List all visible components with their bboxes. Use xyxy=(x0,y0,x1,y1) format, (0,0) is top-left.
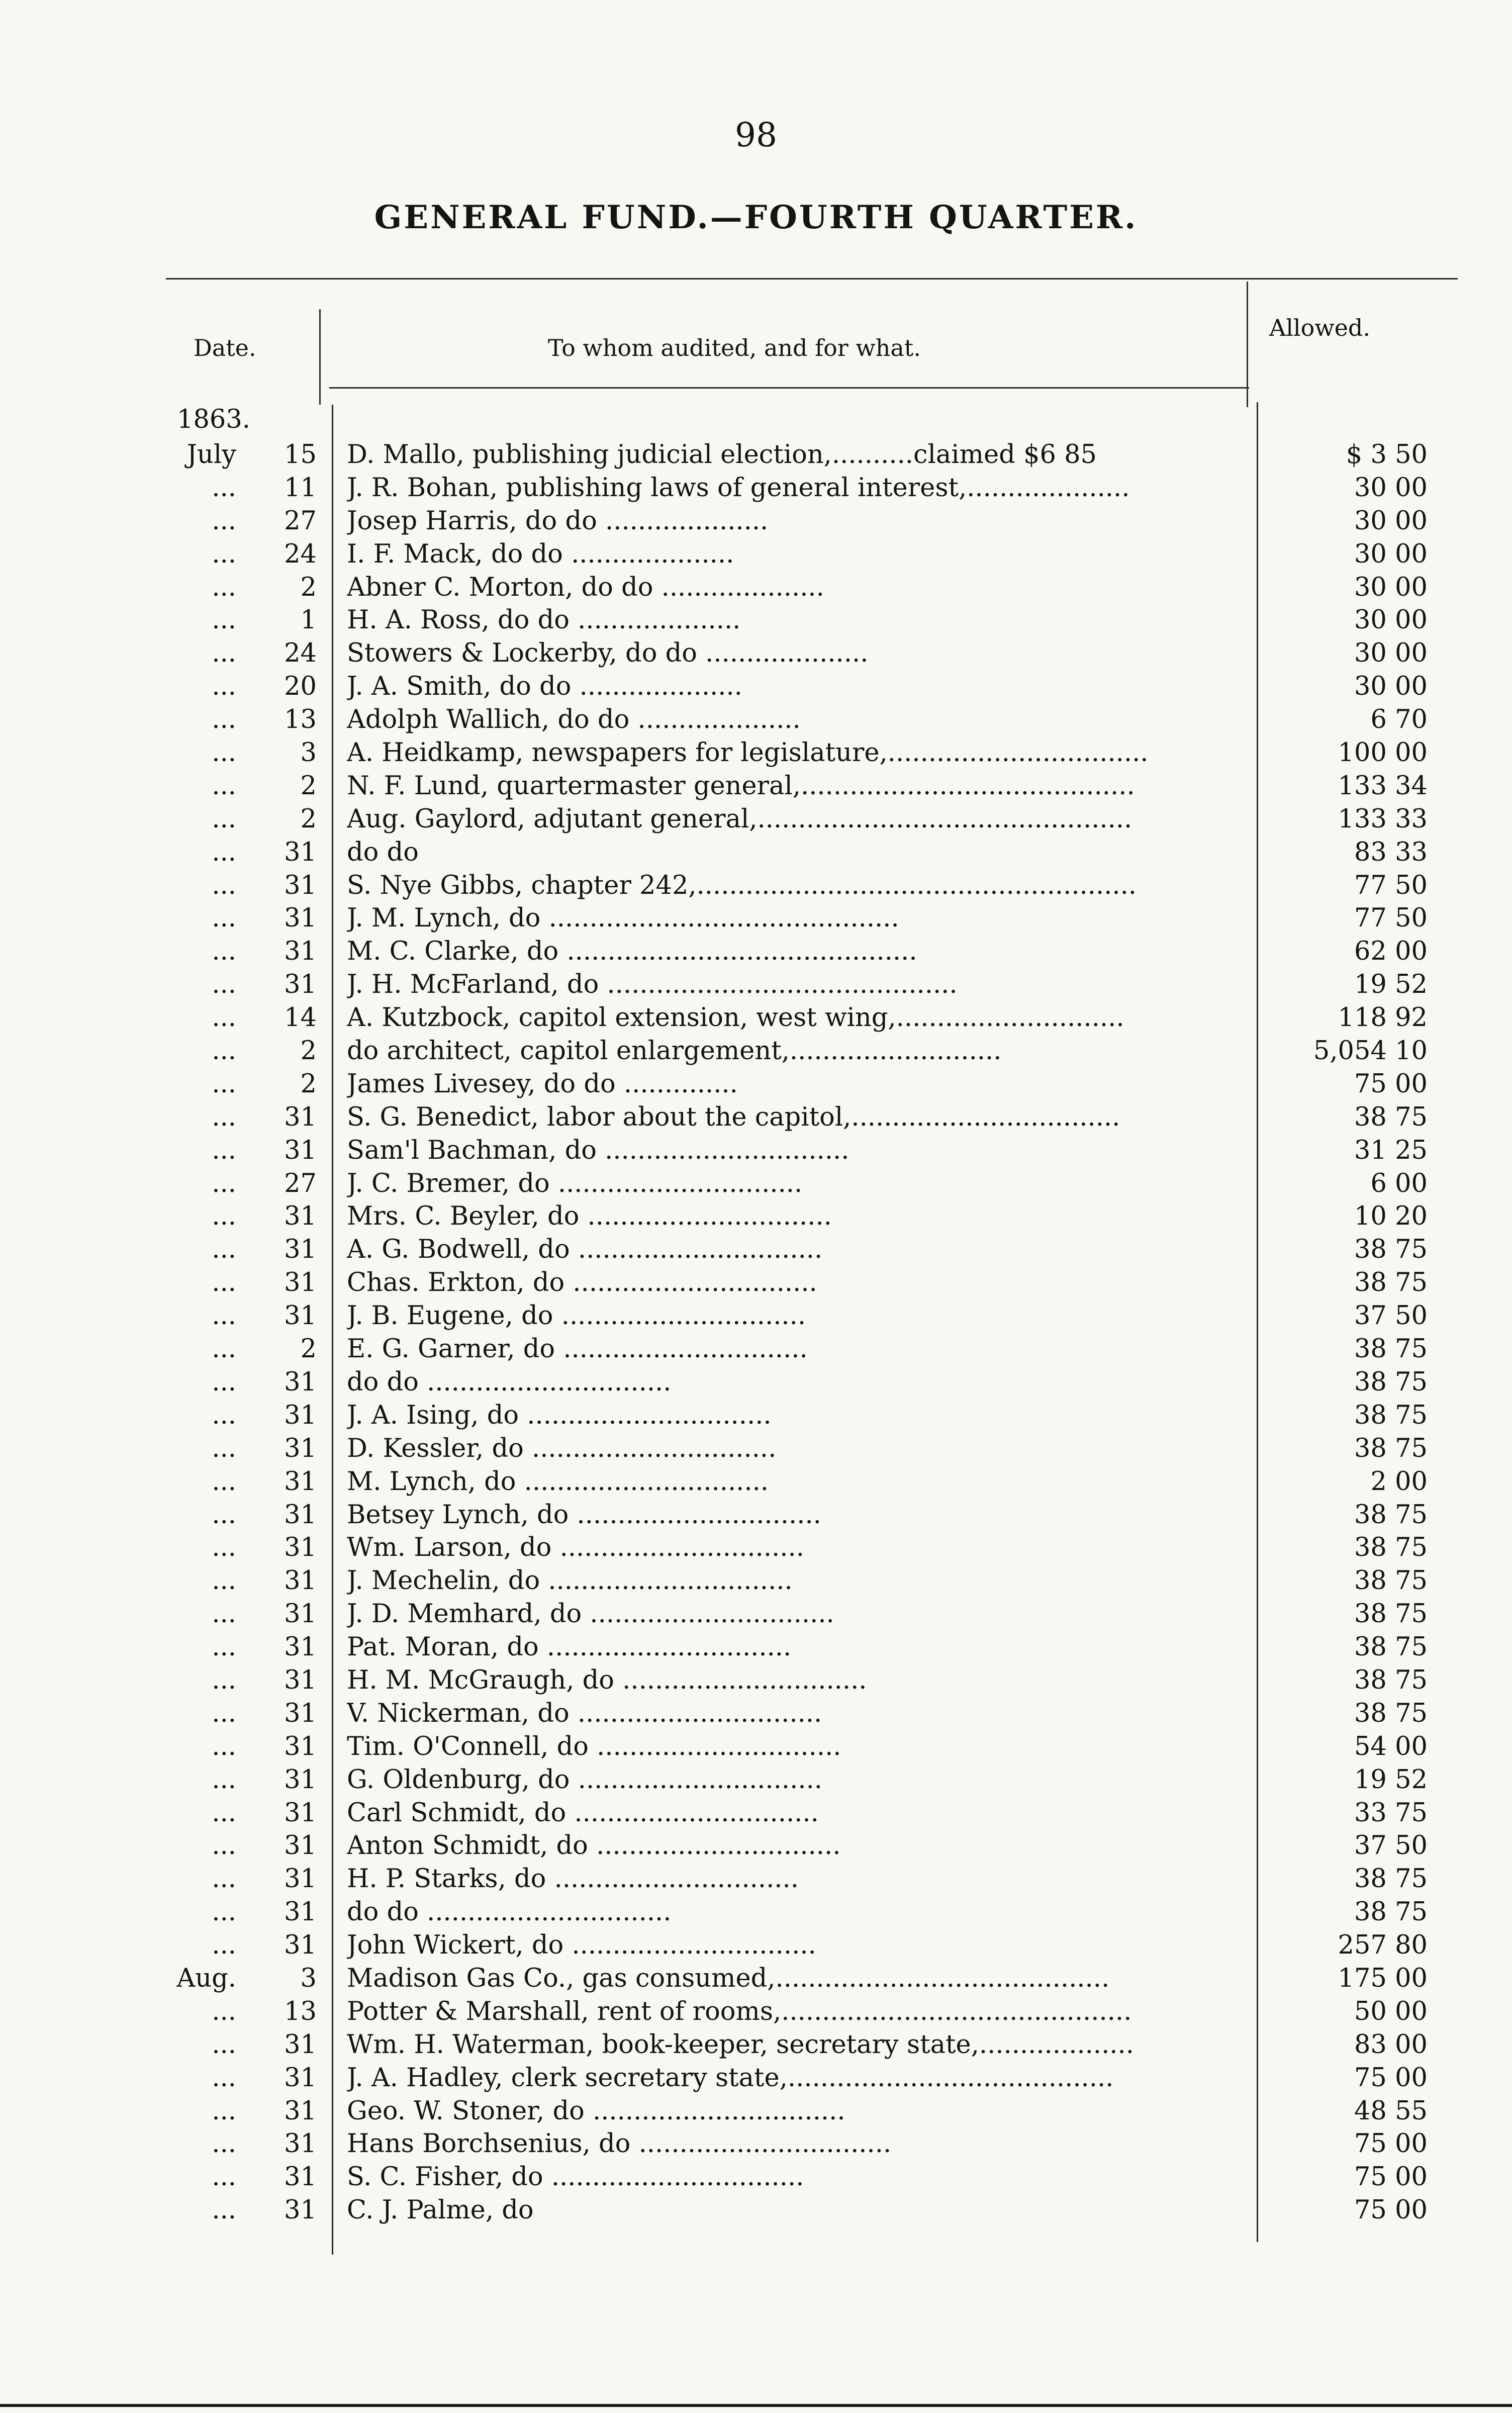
ledger-row xyxy=(0,736,1512,770)
row-amount: 6 00 xyxy=(1370,1168,1428,1198)
row-day: 2 xyxy=(300,804,317,834)
row-day: 31 xyxy=(284,1268,317,1298)
row-month: ... xyxy=(212,1798,236,1828)
row-month: July xyxy=(186,440,236,470)
row-day: 31 xyxy=(284,1135,317,1165)
row-month: ... xyxy=(212,1831,236,1861)
row-amount: 77 50 xyxy=(1354,870,1428,900)
row-month: ... xyxy=(212,1301,236,1331)
ledger-row xyxy=(0,1499,1512,1532)
ledger-row xyxy=(0,1863,1512,1896)
ledger-row xyxy=(0,770,1512,803)
row-amount: 75 00 xyxy=(1354,2063,1428,2093)
row-amount: 10 20 xyxy=(1354,1201,1428,1232)
row-month: ... xyxy=(212,738,236,768)
ledger-row xyxy=(0,2161,1512,2194)
row-day: 31 xyxy=(284,2063,317,2093)
row-amount: 75 00 xyxy=(1354,2129,1428,2159)
row-amount: $ 3 50 xyxy=(1346,440,1428,470)
row-description: Stowers & Lockerby, do do .................... xyxy=(347,638,869,669)
ledger-row xyxy=(0,438,1512,472)
bottom-rule xyxy=(0,2404,1512,2407)
row-day: 31 xyxy=(284,2096,317,2126)
row-month: ... xyxy=(212,1864,236,1894)
ledger-row xyxy=(0,1730,1512,1764)
row-day: 2 xyxy=(300,1036,317,1066)
row-amount: 75 00 xyxy=(1354,2195,1428,2225)
ledger-row xyxy=(0,2127,1512,2161)
row-description: Potter & Marshall, rent of rooms,........................................... xyxy=(347,1996,1132,2026)
row-month: ... xyxy=(212,1533,236,1563)
row-description: do do .............................. xyxy=(347,1367,672,1397)
row-amount: 19 52 xyxy=(1354,1765,1428,1795)
ledger-row xyxy=(0,935,1512,968)
row-day: 31 xyxy=(284,1400,317,1430)
row-description: Chas. Erkton, do .............................. xyxy=(347,1268,817,1298)
row-description: Tim. O'Connell, do .............................. xyxy=(347,1731,841,1761)
ledger-row xyxy=(0,2194,1512,2227)
row-day: 31 xyxy=(284,1301,317,1331)
row-description: do do xyxy=(347,837,419,867)
row-day: 31 xyxy=(284,837,317,867)
row-day: 31 xyxy=(284,1433,317,1463)
row-day: 31 xyxy=(284,1201,317,1232)
row-month: ... xyxy=(212,903,236,934)
ledger-row xyxy=(0,637,1512,670)
row-month: ... xyxy=(212,1698,236,1728)
row-month: ... xyxy=(212,970,236,1000)
row-description: E. G. Garner, do .............................. xyxy=(347,1334,808,1364)
row-amount: 30 00 xyxy=(1354,672,1428,702)
row-amount: 38 75 xyxy=(1354,1268,1428,1298)
row-month: Aug. xyxy=(176,1963,236,1993)
row-description: J. A. Hadley, clerk secretary state,........................................ xyxy=(347,2063,1114,2093)
row-month: ... xyxy=(212,937,236,967)
row-amount: 83 33 xyxy=(1354,837,1428,867)
row-day: 27 xyxy=(284,506,317,536)
row-amount: 257 80 xyxy=(1338,1930,1428,1961)
ledger-row xyxy=(0,1465,1512,1499)
ledger-row xyxy=(0,803,1512,836)
row-month: ... xyxy=(212,1433,236,1463)
ledger-row xyxy=(0,1300,1512,1333)
row-description: J. R. Bohan, publishing laws of general interest,.................... xyxy=(347,473,1130,503)
row-description: J. D. Memhard, do .............................. xyxy=(347,1599,834,1629)
row-amount: 38 75 xyxy=(1354,1533,1428,1563)
row-amount: 175 00 xyxy=(1338,1963,1428,1993)
row-day: 31 xyxy=(284,1102,317,1132)
row-day: 2 xyxy=(300,1069,317,1099)
row-month: ... xyxy=(212,2195,236,2225)
row-description: J. A. Ising, do .............................. xyxy=(347,1400,772,1430)
row-day: 1 xyxy=(300,605,317,635)
row-day: 31 xyxy=(284,1466,317,1497)
row-day: 24 xyxy=(284,539,317,569)
row-description: Anton Schmidt, do .............................. xyxy=(347,1831,841,1861)
row-description: do architect, capitol enlargement,.......................... xyxy=(347,1036,1002,1066)
row-amount: 38 75 xyxy=(1354,1334,1428,1364)
row-month: ... xyxy=(212,1135,236,1165)
row-description: Betsey Lynch, do .............................. xyxy=(347,1500,821,1530)
ledger-rows xyxy=(0,438,1512,2227)
row-month: ... xyxy=(212,1400,236,1430)
ledger-row xyxy=(0,1333,1512,1366)
row-day: 31 xyxy=(284,1632,317,1662)
row-day: 15 xyxy=(284,440,317,470)
row-day: 31 xyxy=(284,1930,317,1961)
ledger-row xyxy=(0,1101,1512,1134)
row-amount: 54 00 xyxy=(1354,1731,1428,1761)
ledger-row xyxy=(0,1564,1512,1598)
row-month: ... xyxy=(212,1996,236,2026)
row-day: 31 xyxy=(284,970,317,1000)
date-column-divider xyxy=(319,309,321,405)
row-month: ... xyxy=(212,2162,236,2192)
row-month: ... xyxy=(212,1500,236,1530)
row-description: J. Mechelin, do .............................. xyxy=(347,1566,793,1596)
row-amount: 38 75 xyxy=(1354,1599,1428,1629)
allowed-column-divider-top xyxy=(1247,282,1248,407)
row-day: 31 xyxy=(284,903,317,934)
ledger-row xyxy=(0,670,1512,703)
ledger-row xyxy=(0,1598,1512,1631)
row-description: A. Heidkamp, newspapers for legislature,................................ xyxy=(347,738,1149,768)
ledger-row xyxy=(0,505,1512,538)
row-month: ... xyxy=(212,1632,236,1662)
row-amount: 48 55 xyxy=(1354,2096,1428,2126)
row-amount: 83 00 xyxy=(1354,2029,1428,2060)
row-month: ... xyxy=(212,1036,236,1066)
row-day: 31 xyxy=(284,2162,317,2192)
row-day: 2 xyxy=(300,771,317,801)
ledger-row xyxy=(0,2062,1512,2095)
row-month: ... xyxy=(212,572,236,602)
row-amount: 37 50 xyxy=(1354,1301,1428,1331)
ledger-row xyxy=(0,2028,1512,2062)
row-amount: 31 25 xyxy=(1354,1135,1428,1165)
row-amount: 30 00 xyxy=(1354,605,1428,635)
row-day: 31 xyxy=(284,1533,317,1563)
row-amount: 38 75 xyxy=(1354,1400,1428,1430)
row-description: S. G. Benedict, labor about the capitol,................................. xyxy=(347,1102,1120,1132)
ledger-row xyxy=(0,836,1512,869)
row-amount: 30 00 xyxy=(1354,506,1428,536)
ledger-row xyxy=(0,604,1512,637)
row-day: 31 xyxy=(284,1831,317,1861)
row-month: ... xyxy=(212,1102,236,1132)
row-description: J. C. Bremer, do .............................. xyxy=(347,1168,803,1198)
row-description: G. Oldenburg, do .............................. xyxy=(347,1765,822,1795)
page-number: 98 xyxy=(735,116,777,154)
ledger-row xyxy=(0,1068,1512,1101)
row-month: ... xyxy=(212,2129,236,2159)
ledger-row xyxy=(0,1035,1512,1068)
row-day: 31 xyxy=(284,2129,317,2159)
row-description: H. A. Ross, do do .................... xyxy=(347,605,741,635)
row-day: 31 xyxy=(284,1665,317,1695)
row-description: Abner C. Morton, do do .................... xyxy=(347,572,824,602)
row-description: M. Lynch, do .............................. xyxy=(347,1466,769,1497)
row-amount: 118 92 xyxy=(1338,1003,1428,1033)
row-day: 13 xyxy=(284,705,317,735)
ledger-row xyxy=(0,1432,1512,1465)
row-amount: 5,054 10 xyxy=(1313,1036,1428,1066)
row-month: ... xyxy=(212,473,236,503)
row-description: Adolph Wallich, do do .................... xyxy=(347,705,801,735)
row-day: 13 xyxy=(284,1996,317,2026)
row-month: ... xyxy=(212,1765,236,1795)
ledger-row xyxy=(0,703,1512,736)
row-amount: 75 00 xyxy=(1354,1069,1428,1099)
ledger-row xyxy=(0,1134,1512,1167)
row-amount: 33 75 xyxy=(1354,1798,1428,1828)
row-description: Aug. Gaylord, adjutant general,.............................................. xyxy=(347,804,1132,834)
row-amount: 133 34 xyxy=(1338,771,1428,801)
ledger-row xyxy=(0,1962,1512,1995)
row-description: Hans Borchsenius, do ............................... xyxy=(347,2129,892,2159)
row-amount: 77 50 xyxy=(1354,903,1428,934)
row-month: ... xyxy=(212,837,236,867)
row-amount: 30 00 xyxy=(1354,638,1428,669)
row-day: 31 xyxy=(284,1765,317,1795)
top-rule xyxy=(166,278,1458,280)
ledger-row xyxy=(0,869,1512,902)
row-amount: 6 70 xyxy=(1370,705,1428,735)
row-month: ... xyxy=(212,1897,236,1927)
row-day: 3 xyxy=(300,738,317,768)
ledger-row xyxy=(0,1167,1512,1200)
ledger-row xyxy=(0,1797,1512,1830)
row-month: ... xyxy=(212,2029,236,2060)
row-day: 31 xyxy=(284,1864,317,1894)
ledger-row xyxy=(0,1664,1512,1697)
row-amount: 62 00 xyxy=(1354,937,1428,967)
row-amount: 38 75 xyxy=(1354,1698,1428,1728)
row-description: Wm. H. Waterman, book-keeper, secretary state,................... xyxy=(347,2029,1134,2060)
row-description: A. G. Bodwell, do .............................. xyxy=(347,1235,823,1265)
row-month: ... xyxy=(212,1731,236,1761)
row-description: I. F. Mack, do do .................... xyxy=(347,539,734,569)
ledger-row xyxy=(0,1631,1512,1664)
row-description: M. C. Clarke, do ........................................... xyxy=(347,937,917,967)
row-day: 2 xyxy=(300,1334,317,1364)
row-month: ... xyxy=(212,539,236,569)
row-description: J. H. McFarland, do ........................................... xyxy=(347,970,958,1000)
row-month: ... xyxy=(212,506,236,536)
ledger-row xyxy=(0,1233,1512,1266)
row-month: ... xyxy=(212,771,236,801)
row-amount: 38 75 xyxy=(1354,1864,1428,1894)
row-description: V. Nickerman, do .............................. xyxy=(347,1698,822,1728)
row-day: 31 xyxy=(284,1235,317,1265)
row-description: S. Nye Gibbs, chapter 242,...................................................... xyxy=(347,870,1137,900)
row-amount: 38 75 xyxy=(1354,1102,1428,1132)
row-description: D. Kessler, do .............................. xyxy=(347,1433,777,1463)
ledger-row xyxy=(0,472,1512,505)
ledger-row xyxy=(0,1829,1512,1863)
row-amount: 100 00 xyxy=(1338,738,1428,768)
year-label: 1863. xyxy=(177,405,251,434)
row-day: 3 xyxy=(300,1963,317,1993)
row-amount: 38 75 xyxy=(1354,1566,1428,1596)
row-amount: 38 75 xyxy=(1354,1235,1428,1265)
row-day: 31 xyxy=(284,2029,317,2060)
row-day: 14 xyxy=(284,1003,317,1033)
row-amount: 75 00 xyxy=(1354,2162,1428,2192)
row-description: Carl Schmidt, do .............................. xyxy=(347,1798,819,1828)
ledger-row xyxy=(0,538,1512,571)
ledger-row xyxy=(0,1929,1512,1962)
row-description: N. F. Lund, quartermaster general,......................................... xyxy=(347,771,1135,801)
row-month: ... xyxy=(212,1168,236,1198)
row-amount: 38 75 xyxy=(1354,1665,1428,1695)
header-rule xyxy=(329,387,1249,389)
row-amount: 19 52 xyxy=(1354,970,1428,1000)
row-day: 24 xyxy=(284,638,317,669)
row-day: 31 xyxy=(284,1897,317,1927)
row-description: J. B. Eugene, do .............................. xyxy=(347,1301,806,1331)
row-description: Sam'l Bachman, do .............................. xyxy=(347,1135,849,1165)
ledger-row xyxy=(0,1764,1512,1797)
row-description: H. M. McGraugh, do .............................. xyxy=(347,1665,867,1695)
row-amount: 30 00 xyxy=(1354,539,1428,569)
row-description: John Wickert, do .............................. xyxy=(347,1930,816,1961)
row-description: Madison Gas Co., gas consumed,......................................... xyxy=(347,1963,1110,1993)
header-date: Date. xyxy=(194,334,256,361)
ledger-row xyxy=(0,902,1512,935)
row-description: Mrs. C. Beyler, do .............................. xyxy=(347,1201,832,1232)
row-month: ... xyxy=(212,1003,236,1033)
row-month: ... xyxy=(212,705,236,735)
ledger-row xyxy=(0,571,1512,604)
row-amount: 38 75 xyxy=(1354,1367,1428,1397)
row-day: 31 xyxy=(284,1599,317,1629)
row-day: 31 xyxy=(284,1367,317,1397)
row-month: ... xyxy=(212,1334,236,1364)
row-description: Wm. Larson, do .............................. xyxy=(347,1533,804,1563)
row-description: James Livesey, do do .............. xyxy=(347,1069,738,1099)
row-day: 31 xyxy=(284,1731,317,1761)
row-day: 2 xyxy=(300,572,317,602)
row-amount: 30 00 xyxy=(1354,572,1428,602)
row-day: 31 xyxy=(284,870,317,900)
ledger-row xyxy=(0,968,1512,1001)
row-month: ... xyxy=(212,1665,236,1695)
row-month: ... xyxy=(212,1235,236,1265)
row-month: ... xyxy=(212,672,236,702)
row-month: ... xyxy=(212,1599,236,1629)
row-amount: 30 00 xyxy=(1354,473,1428,503)
row-month: ... xyxy=(212,1367,236,1397)
row-day: 11 xyxy=(284,473,317,503)
row-amount: 38 75 xyxy=(1354,1500,1428,1530)
row-month: ... xyxy=(212,605,236,635)
row-day: 31 xyxy=(284,1698,317,1728)
row-description: J. M. Lynch, do ........................................... xyxy=(347,903,899,934)
row-description: do do .............................. xyxy=(347,1897,672,1927)
row-amount: 38 75 xyxy=(1354,1632,1428,1662)
row-description: D. Mallo, publishing judicial election,..........claimed $6 85 xyxy=(347,440,1097,470)
ledger-row xyxy=(0,1697,1512,1730)
row-amount: 37 50 xyxy=(1354,1831,1428,1861)
row-month: ... xyxy=(212,2096,236,2126)
row-description: A. Kutzbock, capitol extension, west wing,............................ xyxy=(347,1003,1124,1033)
row-amount: 38 75 xyxy=(1354,1897,1428,1927)
row-month: ... xyxy=(212,1201,236,1232)
row-month: ... xyxy=(212,1930,236,1961)
row-day: 27 xyxy=(284,1168,317,1198)
row-amount: 38 75 xyxy=(1354,1433,1428,1463)
page-title: GENERAL FUND.—FOURTH QUARTER. xyxy=(374,199,1138,236)
ledger-row xyxy=(0,1896,1512,1929)
row-day: 31 xyxy=(284,1566,317,1596)
row-month: ... xyxy=(212,2063,236,2093)
ledger-row xyxy=(0,2095,1512,2128)
row-description: H. P. Starks, do .............................. xyxy=(347,1864,799,1894)
row-month: ... xyxy=(212,870,236,900)
row-description: Pat. Moran, do .............................. xyxy=(347,1632,792,1662)
ledger-row xyxy=(0,1995,1512,2028)
row-amount: 2 00 xyxy=(1370,1466,1428,1497)
row-day: 31 xyxy=(284,2195,317,2225)
header-description: To whom audited, and for what. xyxy=(548,334,921,361)
row-day: 31 xyxy=(284,1500,317,1530)
ledger-row xyxy=(0,1266,1512,1300)
row-month: ... xyxy=(212,804,236,834)
row-month: ... xyxy=(212,1268,236,1298)
row-description: Josep Harris, do do .................... xyxy=(347,506,769,536)
row-day: 20 xyxy=(284,672,317,702)
ledger-row xyxy=(0,1531,1512,1564)
row-amount: 133 33 xyxy=(1338,804,1428,834)
header-allowed: Allowed. xyxy=(1269,314,1371,341)
row-month: ... xyxy=(212,1466,236,1497)
row-month: ... xyxy=(212,638,236,669)
row-description: Geo. W. Stoner, do ............................... xyxy=(347,2096,845,2126)
ledger-row xyxy=(0,1001,1512,1035)
row-month: ... xyxy=(212,1069,236,1099)
row-day: 31 xyxy=(284,937,317,967)
row-description: S. C. Fisher, do ............................... xyxy=(347,2162,804,2192)
row-day: 31 xyxy=(284,1798,317,1828)
ledger-row xyxy=(0,1200,1512,1233)
row-description: C. J. Palme, do xyxy=(347,2195,534,2225)
row-description: J. A. Smith, do do .................... xyxy=(347,672,742,702)
row-month: ... xyxy=(212,1566,236,1596)
ledger-row xyxy=(0,1366,1512,1399)
ledger-row xyxy=(0,1399,1512,1432)
row-amount: 50 00 xyxy=(1354,1996,1428,2026)
